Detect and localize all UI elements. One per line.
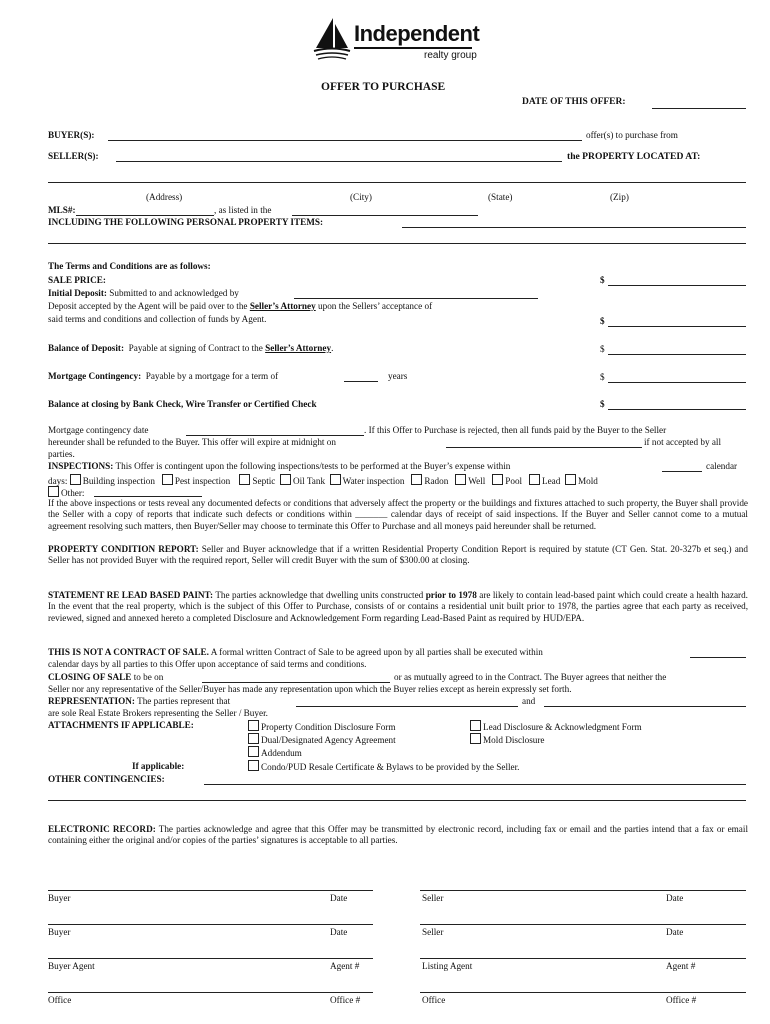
- date-of-offer-label: DATE OF THIS OFFER:: [522, 97, 626, 107]
- seller-label: SELLER(S):: [48, 151, 99, 161]
- not-contract-line-2: calendar days by all parties to this Offer upon acceptance of said terms and conditions.: [48, 659, 367, 669]
- inspection-checkboxes: days: Building inspection Pest inspection Septic Oil Tank Water inspection Radon Well Pool Lead Mold: [48, 476, 598, 486]
- logo-name: Independent: [354, 21, 480, 46]
- balance-closing-dollar: $: [600, 399, 605, 409]
- closing-line-cont: or as mutually agreed to in the Contract. The Buyer agrees that neither the: [394, 672, 667, 682]
- personal-property-field[interactable]: [402, 227, 746, 228]
- mortgage-term-field[interactable]: [344, 381, 378, 382]
- balance-deposit-dollar: $: [600, 344, 605, 354]
- attachment-condo: Condo/PUD Resale Certificate & Bylaws to be provided by the Seller.: [248, 760, 519, 774]
- document-title: OFFER TO PURCHASE: [321, 81, 446, 93]
- buyer-label: BUYER(S):: [48, 130, 95, 140]
- sig-label-seller-office: Office: [422, 995, 446, 1005]
- other-inspection-field[interactable]: [94, 496, 202, 497]
- attachments-label: ATTACHMENTS IF APPLICABLE:: [48, 720, 194, 730]
- building-inspection-checkbox[interactable]: [70, 474, 81, 485]
- condo-certificate-checkbox[interactable]: [248, 760, 259, 771]
- sig-label-buyer-2-date: Date: [330, 927, 348, 937]
- initial-deposit-label: Initial Deposit:: [48, 288, 107, 298]
- mortgage-contingency-line: Mortgage Contingency: Payable by a mortgage for a term of: [48, 371, 279, 381]
- initial-deposit-dollar: $: [600, 316, 605, 326]
- deposit-holder-field[interactable]: [294, 298, 538, 299]
- other-contingencies-field[interactable]: [204, 784, 746, 785]
- addendum-checkbox[interactable]: [248, 746, 259, 757]
- date-of-offer-field[interactable]: [652, 108, 746, 109]
- sig-label-buyer-1-date: Date: [330, 893, 348, 903]
- company-logo: [312, 14, 482, 66]
- sig-label-seller-office-number: Office #: [666, 995, 697, 1005]
- sig-label-buyer-agent-number: Agent #: [330, 961, 360, 971]
- buyer-field[interactable]: [108, 140, 582, 141]
- initial-deposit-line: [48, 288, 239, 300]
- not-contract-line: THIS IS NOT A CONTRACT OF SALE. A formal written Contract of Sale to be agreed upon by all parties shall be executed within: [48, 647, 543, 657]
- seller-office-line[interactable]: [420, 992, 746, 993]
- seller-field[interactable]: [116, 161, 562, 162]
- sellers-attorney-link-2: Seller’s Attorney: [265, 343, 332, 353]
- mortgage-date-text: . If this Offer to Purchase is rejected, then all funds paid by the Buyer to the Seller: [364, 425, 667, 435]
- if-applicable-label: If applicable:: [132, 761, 185, 771]
- sale-price-label: SALE PRICE:: [48, 275, 106, 285]
- mls-label: MLS#:: [48, 205, 76, 215]
- representation-field-1[interactable]: [296, 706, 518, 707]
- representation-field-2[interactable]: [544, 706, 746, 707]
- as-listed-text: , as listed in the: [214, 205, 272, 215]
- sig-label-listing-agent: Listing Agent: [422, 961, 473, 971]
- other-inspection-checkbox[interactable]: [48, 486, 59, 497]
- mold-checkbox[interactable]: [565, 474, 576, 485]
- pest-inspection-checkbox[interactable]: [162, 474, 173, 485]
- attachment-pcd: Property Condition Disclosure Form: [248, 720, 396, 734]
- sig-label-buyer-2: Buyer: [48, 927, 71, 937]
- offer-purchase-from-text: offer(s) to purchase from: [586, 130, 678, 140]
- property-address-field[interactable]: [48, 182, 746, 183]
- inspection-days-field[interactable]: [662, 471, 702, 472]
- sale-price-dollar: $: [600, 275, 605, 285]
- seller-2-signature-line[interactable]: [420, 924, 746, 925]
- defects-paragraph: If the above inspections or tests reveal any documented defects or conditions that adversely affect the property or the buildings and fixtures attached to such property, the Buyer shall provide the Seller with a copy of reports that indicate such defects or conditions within _______ calendar days of receipt of said inspections. If the Buyer and Seller cannot come to a mutual agreement resolving such matters, then Buyer/Seller may choose to terminate this Offer to Purchase and all moneys paid hereunder shall be returned.: [48, 498, 748, 531]
- lead-paint-paragraph: STATEMENT RE LEAD BASED PAINT: The parties acknowledge that dwelling units constructed prior to 1978 are likely to contain lead-based paint which could create a health hazard. In the event that the real property, which is the subject of this Offer to Purchase, consists of or contains a residential unit built prior to 1978, the parties agree that each party as received, reviewed, signed and annexed hereto a completed Disclosure and Acknowledgement Form regarding Lead-Based Paint as required by HUD/EPA.: [48, 590, 748, 623]
- oil-tank-checkbox[interactable]: [280, 474, 291, 485]
- sig-label-buyer-1: Buyer: [48, 893, 71, 903]
- property-condition-disclosure-checkbox[interactable]: [248, 720, 259, 731]
- other-contingencies-field-2[interactable]: [48, 800, 746, 801]
- sig-label-listing-agent-number: Agent #: [666, 961, 696, 971]
- listing-agent-signature-line[interactable]: [420, 958, 746, 959]
- sig-label-buyer-office: Office: [48, 995, 72, 1005]
- terms-heading: The Terms and Conditions are as follows:: [48, 261, 211, 271]
- mortgage-date-label: Mortgage contingency date: [48, 425, 149, 435]
- mortgage-dollar: $: [600, 372, 605, 382]
- other-contingencies-label: OTHER CONTINGENCIES:: [48, 774, 165, 784]
- address-caption: (Address): [146, 192, 183, 202]
- seller-1-signature-line[interactable]: [420, 890, 746, 891]
- years-text: years: [388, 371, 408, 381]
- calendar-text: calendar: [706, 461, 738, 471]
- listing-source-field[interactable]: [292, 215, 478, 216]
- lead-disclosure-checkbox[interactable]: [470, 720, 481, 731]
- mortgage-amount-field[interactable]: [608, 382, 746, 383]
- sellers-attorney-link-1: Seller’s Attorney: [249, 301, 316, 311]
- deposit-line-3: said terms and conditions and collection of funds by Agent.: [48, 314, 267, 324]
- well-checkbox[interactable]: [455, 474, 466, 485]
- septic-checkbox[interactable]: [239, 474, 250, 485]
- balance-deposit-field[interactable]: [608, 354, 746, 355]
- logo-subtitle: realty group: [424, 50, 477, 61]
- radon-checkbox[interactable]: [411, 474, 422, 485]
- dual-agency-checkbox[interactable]: [248, 733, 259, 744]
- closing-line: CLOSING OF SALE to be on: [48, 672, 164, 682]
- refund-text: hereunder shall be refunded to the Buyer. This offer will expire at midnight on: [48, 437, 336, 447]
- buyer-office-line[interactable]: [48, 992, 373, 993]
- sig-label-seller-2-date: Date: [666, 927, 684, 937]
- balance-deposit-line: Balance of Deposit: Payable at signing of Contract to the Seller’s Attorney.: [48, 343, 334, 353]
- lead-checkbox[interactable]: [529, 474, 540, 485]
- parties-text: parties.: [48, 449, 75, 459]
- and-text: and: [522, 696, 536, 706]
- sailboat-logo-icon: [312, 16, 352, 62]
- brokers-text: are sole Real Estate Brokers representing the Seller / Buyer.: [48, 708, 268, 718]
- attachment-mold: Mold Disclosure: [470, 733, 545, 747]
- not-accepted-text: if not accepted by all: [644, 437, 722, 447]
- balance-closing-label: Balance at closing by Bank Check, Wire Transfer or Certified Check: [48, 399, 317, 409]
- contract-days-field[interactable]: [690, 657, 746, 658]
- inspections-line: INSPECTIONS: This Offer is contingent upon the following inspections/tests to be performed at the Buyer’s expense within: [48, 461, 511, 471]
- initial-deposit-field[interactable]: [608, 326, 746, 327]
- initial-deposit-text: Submitted to and acknowledged by: [109, 288, 239, 298]
- closing-date-field[interactable]: [202, 682, 390, 683]
- water-inspection-checkbox[interactable]: [330, 474, 341, 485]
- deposit-line-2: Deposit accepted by the Agent will be paid over to the Seller’s Attorney upon the Sellers’ acceptance of: [48, 301, 433, 311]
- personal-property-label: INCLUDING THE FOLLOWING PERSONAL PROPERTY ITEMS:: [48, 217, 324, 227]
- expiry-date-field[interactable]: [446, 447, 642, 448]
- state-caption: (State): [488, 192, 513, 202]
- sig-label-seller-1-date: Date: [666, 893, 684, 903]
- sig-label-seller-2: Seller: [422, 927, 444, 937]
- pool-checkbox[interactable]: [492, 474, 503, 485]
- buyer-2-signature-line[interactable]: [48, 924, 373, 925]
- attachment-dual-agency: Dual/Designated Agency Agreement: [248, 733, 396, 747]
- buyer-1-signature-line[interactable]: [48, 890, 373, 891]
- balance-closing-field[interactable]: [608, 409, 746, 410]
- mold-disclosure-checkbox[interactable]: [470, 733, 481, 744]
- sig-label-buyer-agent: Buyer Agent: [48, 961, 95, 971]
- representation-line: REPRESENTATION: The parties represent that: [48, 696, 231, 706]
- attachment-lead: Lead Disclosure & Acknowledgment Form: [470, 720, 642, 734]
- mortgage-date-field[interactable]: [186, 435, 364, 436]
- attachment-addendum: Addendum: [248, 746, 302, 760]
- buyer-agent-signature-line[interactable]: [48, 958, 373, 959]
- mls-field[interactable]: [76, 215, 214, 216]
- property-located-text: the PROPERTY LOCATED AT:: [567, 151, 701, 162]
- sig-label-buyer-office-number: Office #: [330, 995, 361, 1005]
- sig-label-seller-1: Seller: [422, 893, 444, 903]
- personal-property-field-2[interactable]: [48, 243, 746, 244]
- sale-price-field[interactable]: [608, 285, 746, 286]
- zip-caption: (Zip): [610, 192, 629, 202]
- electronic-record-paragraph: ELECTRONIC RECORD: The parties acknowledge and agree that this Offer may be transmitted by electronic record, including fax or email and the parties intend that a fax or email containing either the original and/or copies of the parties’ signatures is acceptable to all parties.: [48, 824, 748, 846]
- property-condition-paragraph: PROPERTY CONDITION REPORT: Seller and Buyer acknowledge that if a written Residential Property Condition Report is required by statute (CT Gen. Stat. 20-327b et seq.) and Seller has not provided Buyer with the required report, Seller will credit Buyer with the sum of $300.00 at closing.: [48, 544, 748, 566]
- closing-line-2: Seller nor any representative of the Seller/Buyer has made any representation upon which the Buyer relies except as herein expressly set forth.: [48, 684, 572, 694]
- other-inspection-line: Other:: [48, 486, 84, 500]
- city-caption: (City): [350, 192, 372, 202]
